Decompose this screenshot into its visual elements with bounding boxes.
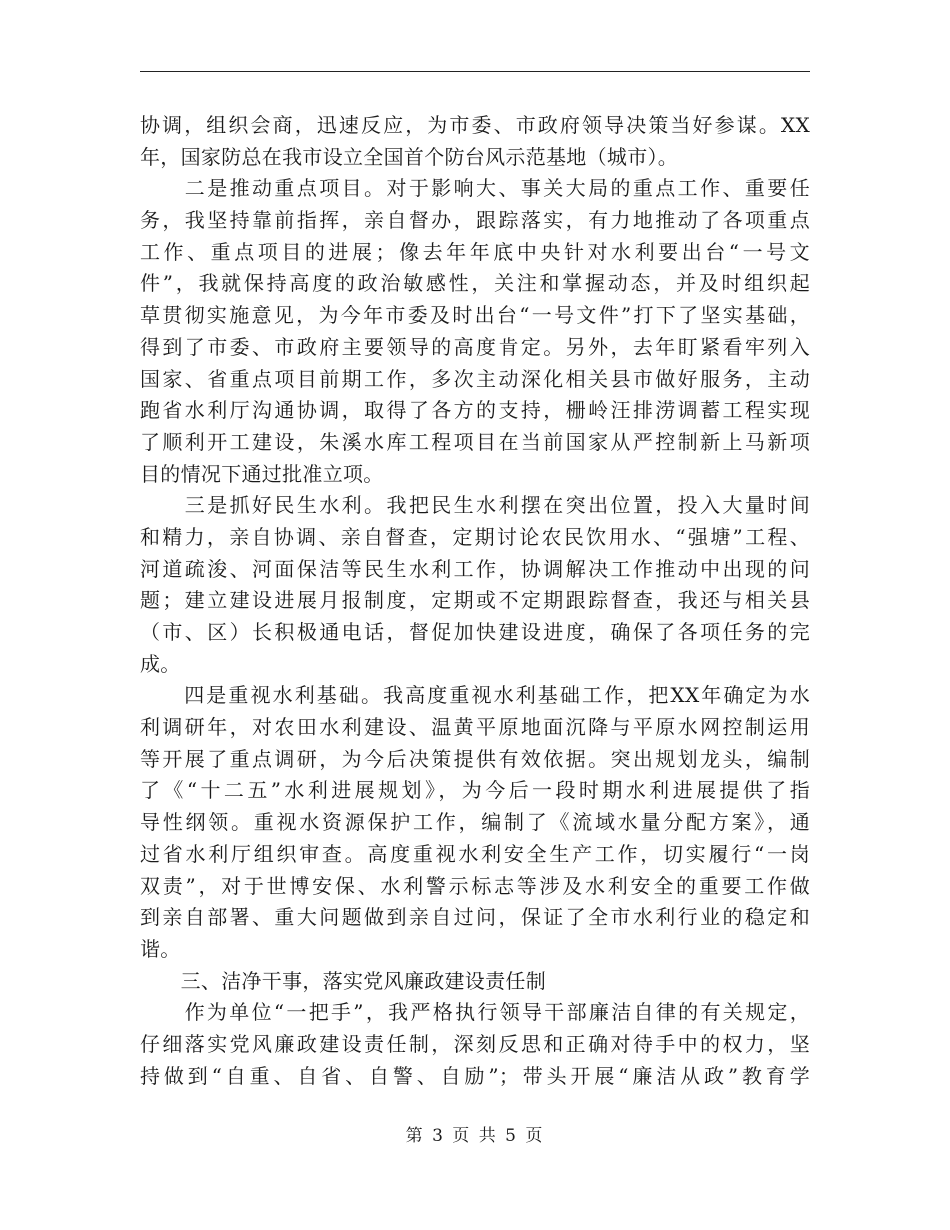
document-body <box>140 110 810 1092</box>
text-line: 利调研年，对农田水利建设、温黄平原地面沉降与平原水网控制运用 <box>140 715 810 740</box>
text-line: （市、区）长积极通电话，督促加快建设进度，确保了各项任务的完 <box>140 620 810 644</box>
text-line: 双责”，对于世博安保、水利警示标志等涉及水利安全的重要工作做 <box>140 873 810 898</box>
text-line: 年，国家防总在我市设立全国首个防台风示范基地（城市）。 <box>140 144 679 169</box>
text-line: 三是抓好民生水利。我把民生水利摆在突出位置，投入大量时间 <box>140 493 810 518</box>
text-line: 目的情况下通过批准立项。 <box>140 461 384 486</box>
text-line: 等开展了重点调研，为今后决策提供有效依据。突出规划龙头，编制 <box>140 746 810 771</box>
text-line: 河道疏浚、河面保洁等民生水利工作，协调解决工作推动中出现的问 <box>140 556 810 581</box>
text-line: 了顺利开工建设，朱溪水库工程项目在当前国家从严控制新上马新项 <box>140 429 810 454</box>
text-line: 协调，组织会商，迅速反应，为市委、市政府领导决策当好参谋。XX <box>140 113 810 137</box>
text-line: 仔细落实党风廉政建设责任制，深刻反思和正确对待手中的权力，坚 <box>140 1031 810 1056</box>
text-line: 三、洁净干事，落实党风廉政建设责任制 <box>140 968 546 993</box>
text-line: 持做到“自重、自省、自警、自励”；带头开展“廉洁从政”教育学 <box>140 1063 810 1088</box>
page-number-footer: 第 3 页 共 5 页 <box>405 1126 545 1146</box>
text-line: 过省水利厅组织审查。高度重视水利安全生产工作，切实履行“一岗 <box>140 841 810 866</box>
header-rule <box>140 71 810 72</box>
text-line: 工作、重点项目的进展；像去年年底中央针对水利要出台“一号文 <box>140 239 810 264</box>
text-line: 到亲自部署、重大问题做到亲自过问，保证了全市水利行业的稳定和 <box>140 905 810 930</box>
text-line: 和精力，亲自协调、亲自督查，定期讨论农民饮用水、“强塘”工程、 <box>140 524 810 549</box>
text-line: 四是重视水利基础。我高度重视水利基础工作，把XX年确定为水 <box>140 683 810 708</box>
text-line: 草贯彻实施意见，为今年市委及时出台“一号文件”打下了坚实基础， <box>140 303 810 328</box>
text-line: 作为单位“一把手”，我严格执行领导干部廉洁自律的有关规定， <box>140 1000 810 1025</box>
text-line: 谐。 <box>140 936 181 961</box>
text-line: 了《“十二五”水利进展规划》，为今后一段时期水利进展提供了指 <box>140 778 810 803</box>
text-line: 务，我坚持靠前指挥，亲自督办，跟踪落实，有力地推动了各项重点 <box>140 208 810 233</box>
text-line: 导性纲领。重视水资源保护工作，编制了《流域水量分配方案》，通 <box>140 810 810 835</box>
text-line: 件”，我就保持高度的政治敏感性，关注和掌握动态，并及时组织起 <box>140 271 810 296</box>
text-line: 题；建立建设进展月报制度，定期或不定期跟踪督查，我还与相关县 <box>140 588 810 613</box>
text-line: 成。 <box>140 651 181 676</box>
text-line: 得到了市委、市政府主要领导的高度肯定。另外，去年盯紧看牢列入 <box>140 334 810 359</box>
text-line: 二是推动重点项目。对于影响大、事关大局的重点工作、重要任 <box>140 176 810 201</box>
text-line: 跑省水利厅沟通协调，取得了各方的支持，栅岭汪排涝调蓄工程实现 <box>140 398 810 423</box>
text-line: 国家、省重点项目前期工作，多次主动深化相关县市做好服务，主动 <box>140 366 810 391</box>
